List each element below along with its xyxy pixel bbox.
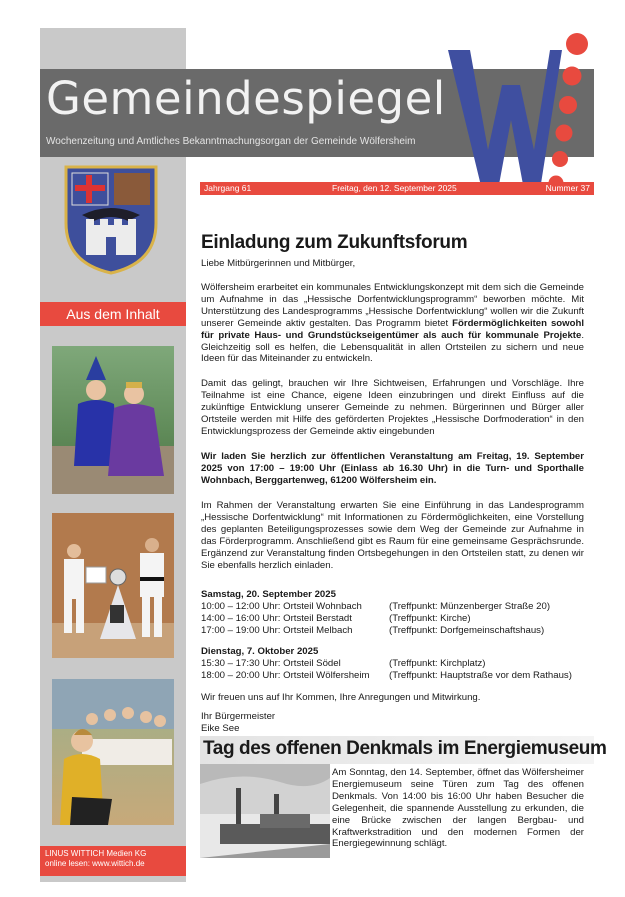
schedule-meeting-point: (Treffpunkt: Münzenberger Straße 20) [389, 601, 551, 612]
article-title: Einladung zum Zukunftsforum [201, 232, 468, 253]
feature-title: Tag des offenen Denkmals im Energiemuseum [203, 738, 607, 759]
w-logo-icon [440, 30, 590, 200]
schedule-day-1: Samstag, 20. September 2025 [201, 589, 336, 600]
publisher-box [40, 846, 186, 876]
schedule-meeting-point: (Treffpunkt: Dorfgemeinschaftshaus) [389, 625, 545, 636]
signoff-role: Ihr Bürgermeister [201, 711, 276, 722]
publisher-name: LINUS WITTICH Medien KG [45, 849, 147, 858]
article-paragraph-1 [201, 282, 584, 365]
event-invitation: Wir laden Sie herzlich zur öffentlichen Veranstaltung am Freitag, 19. September 2025 von 17:00 – 19:00 Uhr (Einlass ab 16.30 Uhr) in die Turn- und Sporthalle Wohnbach, Berggartenweg, 61200 Wölfersheim ein. [201, 451, 584, 486]
article-paragraph-1-text-a: Wölfersheim erarbeitet ein kommunales Entwicklungskonzept mit dem sich die Gemeinde um Aufnahme in das „Hessische Dorfentwicklungsprogramm“ beworben möchte. Mit Unterstützung des Landesprogramms „Hessische Dorfentwicklung“ wollen wir die Zukunft unserer Gemeinde aktiv gestalten. Das Programm bietet [201, 282, 584, 329]
signoff-name: Eike See [201, 723, 240, 734]
issue-info-bar [200, 182, 594, 195]
issue-date: Freitag, den 12. September 2025 [332, 183, 457, 193]
schedule-meeting-point: (Treffpunkt: Kirche) [389, 613, 471, 624]
article-paragraph-4: Im Rahmen der Veranstaltung erwarten Sie eine Einführung in das Landesprogramm „Hessische Dorfentwicklung“ mit Informationen zu Fördermöglichkeiten, eine Vorstellung des geplanten Beteiligungsprozesses sowie dem Weg der Gemeinde zur Aufnahme in das Förderprogramm. Anschließend gibt es Raum für eine gemeinsame Gesprächsrunde. Ergänzend zur Veranstaltung finden Ortsbegehungen in den Ortsteilen statt, zu denen wir Sie ebenfalls herzlich einladen. [201, 500, 584, 571]
carnival-couple-photo [52, 346, 174, 494]
article-greeting: Liebe Mitbürgerinnen und Mitbürger, [201, 258, 356, 269]
volume-label: Jahrgang 61 [204, 183, 252, 193]
article-paragraph-2: Damit das gelingt, brauchen wir Ihre Sichtweisen, Erfahrungen und Vorschläge. Ihre Teilnahme ist eine Chance, eigene Ideen einzubringen und direkt Einfluss auf die zukünftige Entwicklung unserer Gemeinde zu nehmen. Bürgerinnen und Bürger aller Ortsteile werden mit Hilfe des geförderten Projektes „Hessische Dorfmoderation“ in den Entwicklungsprozess der Gemeinde aktiv eingebunden [201, 378, 584, 437]
newspaper-subtitle: Wochenzeitung und Amtliches Bekanntmachungsorgan der Gemeinde Wölfersheim [46, 136, 416, 147]
article-paragraph-1-bold: Fördermöglichkeiten sowohl für private Haus- und Grundstückseigentümer als auch für kommunale Projekte [201, 317, 584, 341]
schedule-meeting-point: (Treffpunkt: Kirchplatz) [389, 658, 486, 669]
karate-award-photo [52, 513, 174, 658]
schedule-time: 15:30 – 17:30 Uhr: Ortsteil Södel [201, 658, 341, 669]
schedule-day-2: Dienstag, 7. Oktober 2025 [201, 646, 319, 657]
schedule-meeting-point: (Treffpunkt: Hauptstraße vor dem Rathaus) [389, 670, 572, 681]
schedule-time: 14:00 – 16:00 Uhr: Ortsteil Berstadt [201, 613, 352, 624]
newspaper-title: Gemeindespiegel [46, 72, 446, 125]
article-closing: Wir freuen uns auf Ihr Kommen, Ihre Anregungen und Mitwirkung. [201, 692, 481, 703]
issue-number: Nummer 37 [545, 183, 590, 193]
restaurant-group-photo [52, 679, 174, 825]
coat-of-arms-icon [62, 163, 160, 275]
article-paragraph-1-text-b: . Gleichzeitig soll es helfen, die Lebensqualität in allen Ortsteilen zu sichern und neue Ideen für das Miteinander zu entwickeln. [201, 329, 584, 365]
schedule-time: 18:00 – 20:00 Uhr: Ortsteil Wölfersheim [201, 670, 370, 681]
feature-text: Am Sonntag, den 14. September, öffnet das Wölfersheimer Energiemuseum seine Türen zum Tag des offenen Denkmals. Von 14:00 bis 16:00 Uhr haben Besucher die Gelegenheit, die spannende Ausstellung zu erkunden, die eine Brücke zwischen der langen Bergbau- und Kraftwerkstradition und den modernen Formen der Energiegewinnung schlägt. [332, 767, 584, 850]
schedule-time: 17:00 – 19:00 Uhr: Ortsteil Melbach [201, 625, 353, 636]
schedule-time: 10:00 – 12:00 Uhr: Ortsteil Wohnbach [201, 601, 362, 612]
publisher-website[interactable]: online lesen: www.wittich.de [45, 859, 145, 868]
contents-heading: Aus dem Inhalt [40, 302, 186, 326]
power-plant-photo [200, 764, 330, 858]
